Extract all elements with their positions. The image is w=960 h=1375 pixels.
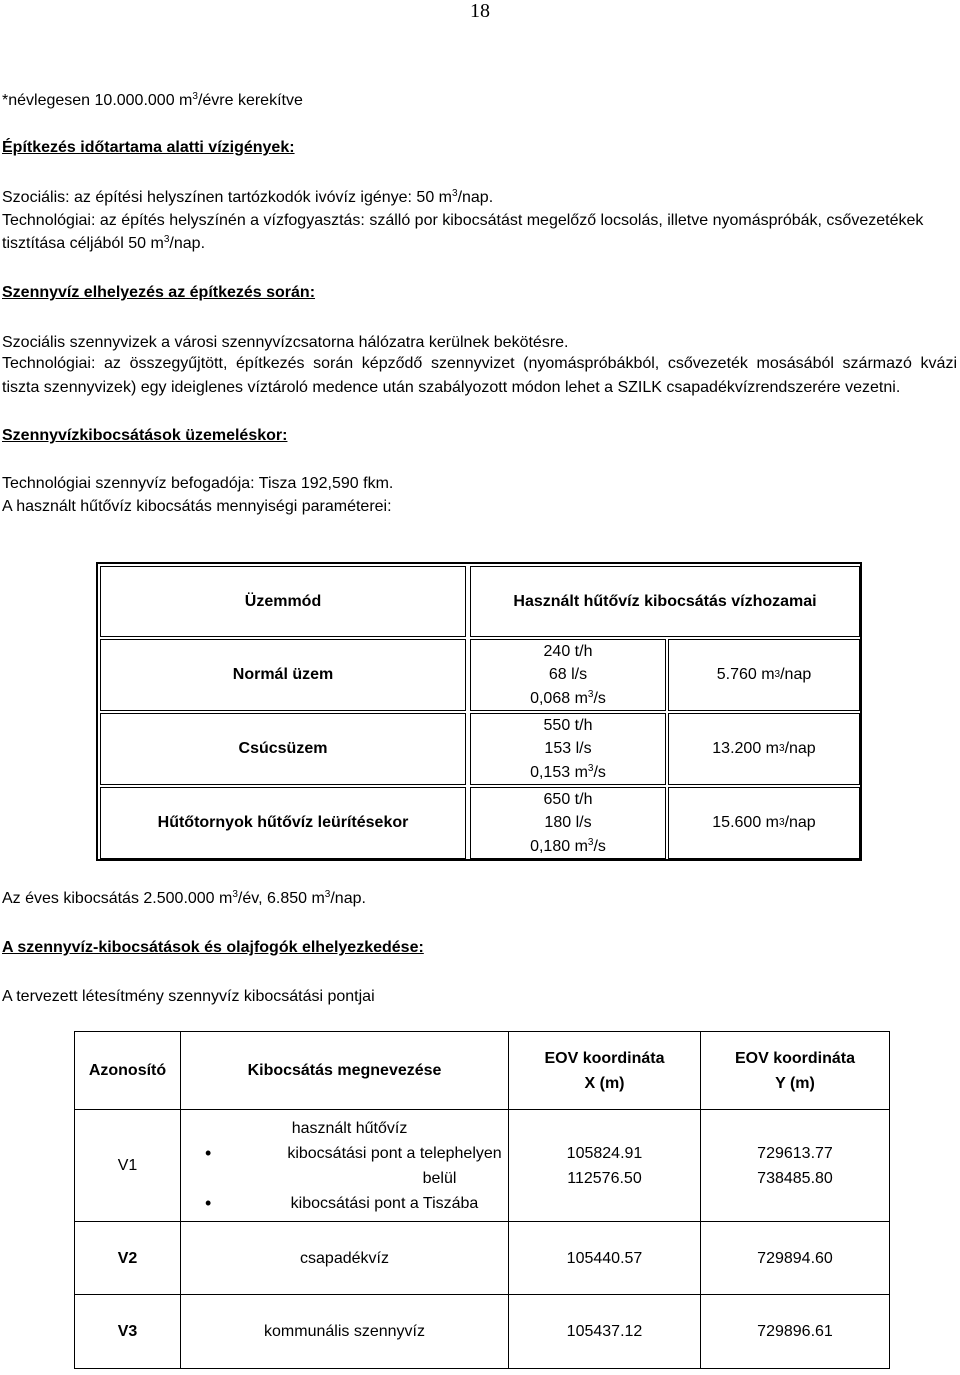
bullet-icon: •	[205, 1142, 212, 1163]
header-id: Azonosító	[75, 1032, 181, 1110]
paragraph-line: tiszta szennyvizek) egy ideiglenes víztároló medence után szabályozott módon lehet a SZILK csapadékvízrendszerére vezetni.	[2, 379, 901, 396]
heading-wastewater-operation: Szennyvízkibocsátások üzemeléskor:	[2, 427, 288, 444]
row-x-v2: 105440.57	[509, 1222, 701, 1295]
row-y-v1: 729613.77 738485.80	[701, 1110, 890, 1222]
row-name-v2: csapadékvíz	[181, 1222, 509, 1295]
daily-flow: 13.200 m 3 /nap	[668, 713, 860, 785]
paragraph-line: Technológiai: az összegyűjtött, építkezés során képződő szennyvizet (nyomáspróbákból, csővezeték mosásából származó kvázi	[2, 355, 957, 372]
cooling-water-table	[96, 562, 862, 861]
row-y-v3: 729896.61	[701, 1295, 890, 1369]
row-x-v3: 105437.12	[509, 1295, 701, 1369]
paragraph-line: Technológiai szennyvíz befogadója: Tisza 192,590 fkm.	[2, 475, 394, 492]
paragraph-line: Szociális szennyvizek a városi szennyvízcsatorna hálózatra kerülnek bekötésre.	[2, 334, 569, 351]
flow-values: 550 t/h 153 l/s 0,153 $m^3/s$	[470, 713, 666, 785]
row-name-v1: használt hűtővíz • kibocsátási pont a telephelyen belül • kibocsátási pont a Tiszába	[181, 1110, 509, 1222]
list-item: • kibocsátási pont a Tiszába	[191, 1191, 508, 1216]
paragraph-line: tisztítása céljából 50 $m^3$/nap.	[2, 234, 206, 252]
header-x: EOV koordináta X (m)	[509, 1032, 701, 1110]
heading-discharge-locations: A szennyvíz-kibocsátások és olajfogók elhelyezkedése:	[2, 939, 424, 956]
flow-values: 240 t/h 68 l/s 0,068 $m^3/s$	[470, 639, 666, 711]
page-number: 18	[470, 0, 490, 22]
table-header-mode: Üzemmód	[100, 566, 466, 637]
footnote: *névlegesen 10.000.000 $m^3$/évre kerekítve	[2, 91, 303, 109]
header-y: EOV koordináta Y (m)	[701, 1032, 890, 1110]
row-x-v1: 105824.91 112576.50	[509, 1110, 701, 1222]
heading-construction-water: Építkezés időtartama alatti vízigények:	[2, 139, 295, 156]
daily-flow: 5.760 m 3 /nap	[668, 639, 860, 711]
header-name: Kibocsátás megnevezése	[181, 1032, 509, 1110]
paragraph-line: Technológiai: az építés helyszínén a vízfogyasztás: szálló por kibocsátást megelőző locsolás, illetve nyomáspróbák, csővezetékek	[2, 212, 924, 229]
paragraph-line: Szociális: az építési helyszínen tartózkodók ivóvíz igénye: 50 $m^3$/nap.	[2, 188, 494, 206]
bullet-icon: •	[205, 1192, 212, 1213]
annual-discharge: Az éves kibocsátás 2.500.000 $m^3/év$, 6.850 $m^3$/nap.	[2, 889, 366, 907]
row-id-v1: V1	[75, 1110, 181, 1222]
row-y-v2: 729894.60	[701, 1222, 890, 1295]
list-item: • kibocsátási pont a telephelyen belül	[205, 1142, 502, 1187]
heading-wastewater-construction: Szennyvíz elhelyezés az építkezés során:	[2, 284, 316, 301]
daily-flow: 15.600 m 3 /nap	[668, 787, 860, 859]
table-header-flow: Használt hűtővíz kibocsátás vízhozamai	[470, 566, 860, 637]
row-name-v3: kommunális szennyvíz	[181, 1295, 509, 1369]
paragraph-line: A tervezett létesítmény szennyvíz kibocsátási pontjai	[2, 988, 375, 1005]
mode-peak: Csúcsüzem	[100, 713, 466, 785]
mode-normal: Normál üzem	[100, 639, 466, 711]
discharge-points-table	[74, 1031, 890, 1369]
row-id-v2: V2	[75, 1222, 181, 1295]
row-id-v3: V3	[75, 1295, 181, 1369]
flow-values: 650 t/h 180 l/s 0,180 $m^3/s$	[470, 787, 666, 859]
paragraph-line: A használt hűtővíz kibocsátás mennyiségi paraméterei:	[2, 498, 392, 515]
mode-cooling-tower: Hűtőtornyok hűtővíz leürítésekor	[100, 787, 466, 859]
